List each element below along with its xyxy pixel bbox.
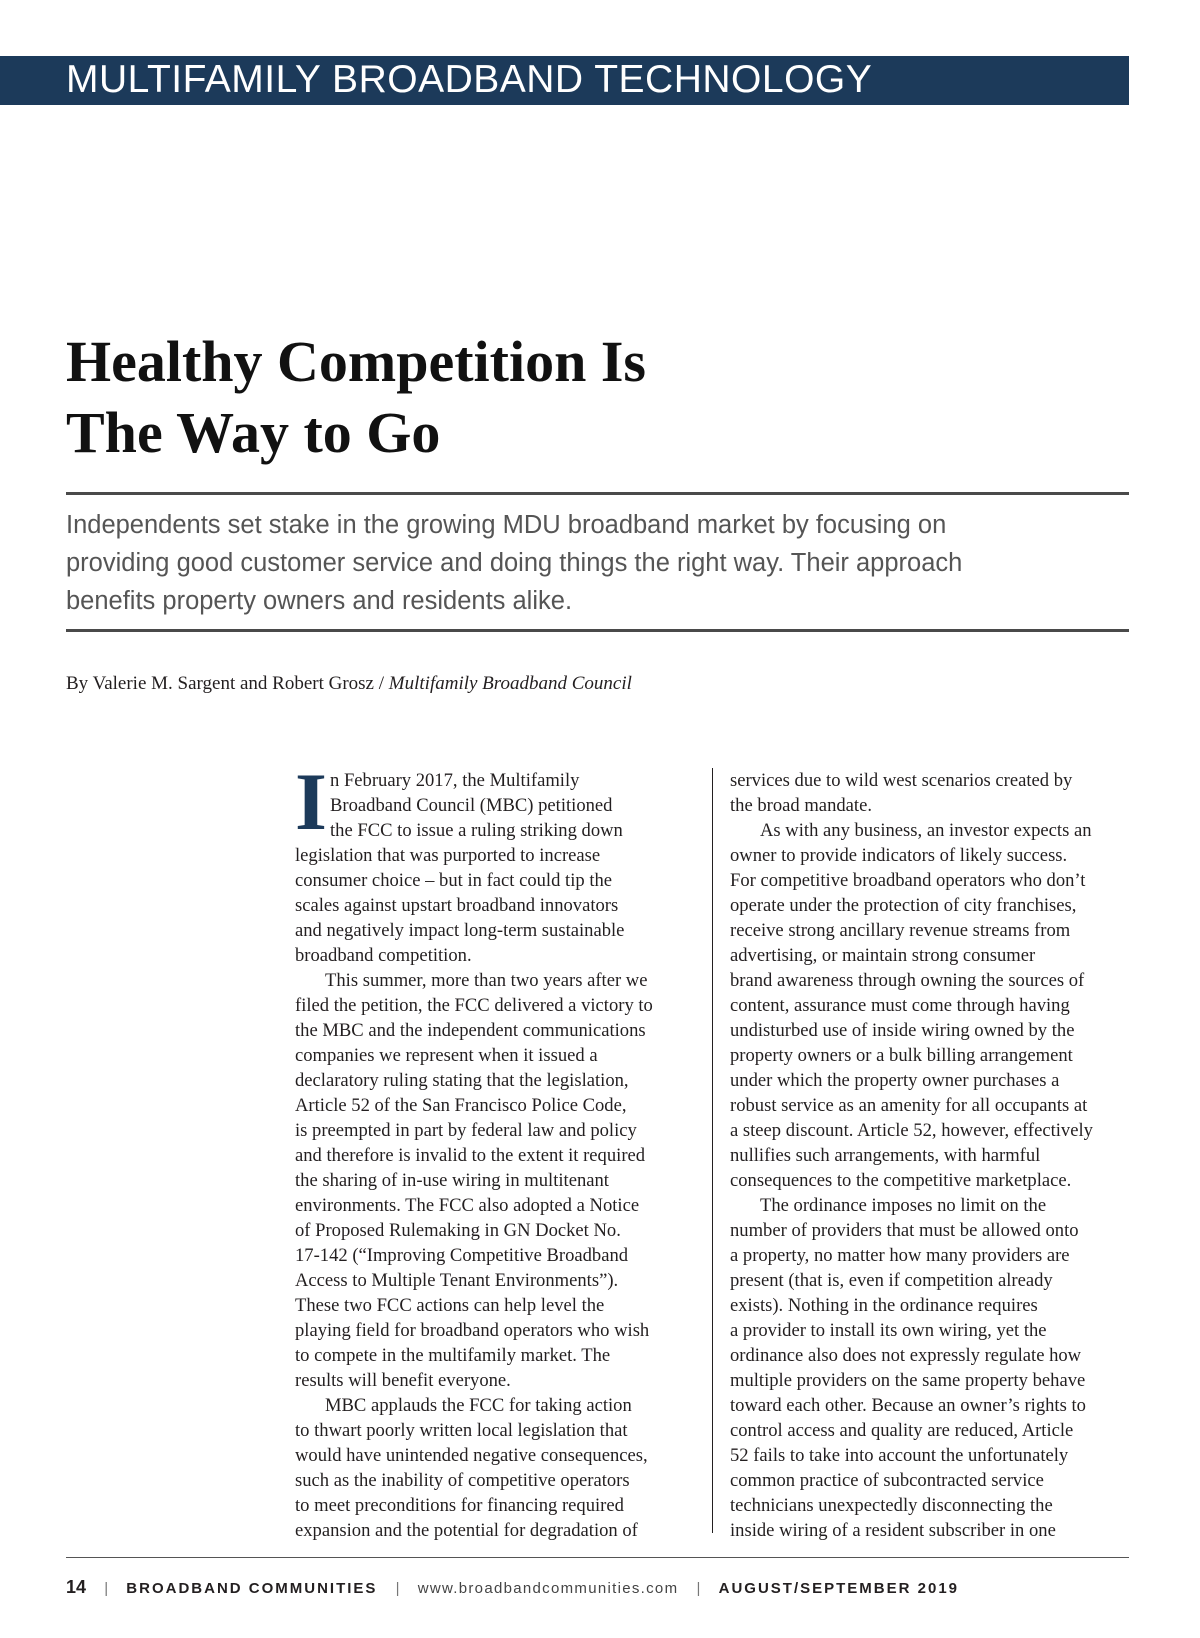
deck-bottom-rule	[66, 629, 1129, 632]
body-line: scales against upstart broadband innovators	[295, 895, 619, 916]
body-line: filed the petition, the FCC delivered a victory to	[295, 995, 653, 1016]
body-line: undisturbed use of inside wiring owned by the	[730, 1020, 1075, 1041]
byline-authors: By Valerie M. Sargent and Robert Grosz /	[66, 673, 389, 694]
page-footer	[66, 1575, 959, 1599]
body-line: This summer, more than two years after we	[325, 970, 648, 991]
body-line: present (that is, even if competition already	[730, 1270, 1053, 1291]
body-line: legislation that was purported to increase	[295, 845, 601, 866]
body-line: As with any business, an investor expects an	[760, 820, 1092, 841]
body-line: declaratory ruling stating that the legislation,	[295, 1070, 629, 1091]
deck-line: providing good customer service and doing things the right way. Their approach	[66, 549, 963, 577]
body-line: These two FCC actions can help level the	[295, 1295, 605, 1316]
body-line: exists). Nothing in the ordinance requires	[730, 1295, 1038, 1316]
footer-separator: |	[395, 1580, 400, 1597]
body-line: toward each other. Because an owner’s rights to	[730, 1395, 1086, 1416]
article-headline	[66, 326, 646, 468]
body-line: to thwart poorly written local legislation that	[295, 1420, 628, 1441]
body-line: to compete in the multifamily market. The	[295, 1345, 611, 1366]
body-line: nullifies such arrangements, with harmful	[730, 1145, 1041, 1166]
body-column-right	[730, 768, 1135, 1543]
body-line: a provider to install its own wiring, yet the	[730, 1320, 1047, 1341]
body-line: the MBC and the independent communications	[295, 1020, 646, 1041]
body-line: content, assurance must come through having	[730, 995, 1070, 1016]
headline-line-2: The Way to Go	[66, 400, 441, 465]
body-line: MBC applauds the FCC for taking action	[325, 1395, 632, 1416]
body-line: and negatively impact long-term sustainable	[295, 920, 625, 941]
body-line: consumer choice – but in fact could tip the	[295, 870, 613, 891]
footer-rule	[66, 1557, 1129, 1558]
column-divider	[712, 768, 713, 1533]
section-label: MULTIFAMILY BROADBAND TECHNOLOGY	[66, 58, 873, 101]
body-line: Article 52 of the San Francisco Police Code,	[295, 1095, 627, 1116]
byline	[66, 672, 632, 696]
body-line: Access to Multiple Tenant Environments”).	[295, 1270, 619, 1291]
body-line: brand awareness through owning the sources of	[730, 970, 1085, 991]
body-line: robust service as an amenity for all occupants at	[730, 1095, 1088, 1116]
body-line: Broadband Council (MBC) petitioned	[330, 795, 613, 816]
body-line: and therefore is invalid to the extent it required	[295, 1145, 646, 1166]
body-line: common practice of subcontracted service	[730, 1470, 1044, 1491]
deck-line: Independents set stake in the growing MDU broadband market by focusing on	[66, 511, 947, 539]
body-line: inside wiring of a resident subscriber in one	[730, 1520, 1056, 1541]
article-deck	[66, 506, 1129, 620]
body-line: environments. The FCC also adopted a Notice	[295, 1195, 640, 1216]
body-line: a steep discount. Article 52, however, effectively	[730, 1120, 1093, 1141]
body-line: For competitive broadband operators who don’t	[730, 870, 1086, 891]
magazine-name: BROADBAND COMMUNITIES	[126, 1580, 378, 1597]
body-line: receive strong ancillary revenue streams from	[730, 920, 1071, 941]
body-line: technicians unexpectedly disconnecting the	[730, 1495, 1053, 1516]
body-line: such as the inability of competitive operators	[295, 1470, 630, 1491]
body-line: n February 2017, the Multifamily	[330, 770, 580, 791]
body-line: is preempted in part by federal law and policy	[295, 1120, 637, 1141]
footer-separator: |	[104, 1580, 109, 1597]
body-line: services due to wild west scenarios created by	[730, 770, 1073, 791]
body-line: operate under the protection of city franchises,	[730, 895, 1077, 916]
body-line: control access and quality are reduced, Article	[730, 1420, 1074, 1441]
body-line: the sharing of in-use wiring in multitenant	[295, 1170, 609, 1191]
body-line: playing field for broadband operators who wish	[295, 1320, 650, 1341]
drop-cap: I	[295, 756, 327, 847]
headline-line-1: Healthy Competition Is	[66, 329, 646, 394]
body-line: owner to provide indicators of likely success.	[730, 845, 1068, 866]
body-line: the FCC to issue a ruling striking down	[330, 820, 623, 841]
body-column-left	[295, 756, 695, 1543]
body-line: consequences to the competitive marketplace.	[730, 1170, 1072, 1191]
body-line: expansion and the potential for degradation of	[295, 1520, 638, 1541]
body-line: property owners or a bulk billing arrangement	[730, 1045, 1073, 1066]
body-line: results will benefit everyone.	[295, 1370, 511, 1391]
deck-top-rule	[66, 492, 1129, 495]
body-line: would have unintended negative consequences,	[295, 1445, 648, 1466]
body-line: advertising, or maintain strong consumer	[730, 945, 1036, 966]
body-line: number of providers that must be allowed onto	[730, 1220, 1079, 1241]
body-line: multiple providers on the same property behave	[730, 1370, 1086, 1391]
body-line: broadband competition.	[295, 945, 472, 966]
page-number: 14	[66, 1577, 87, 1597]
footer-separator: |	[696, 1580, 701, 1597]
body-line: The ordinance imposes no limit on the	[760, 1195, 1047, 1216]
body-line: 52 fails to take into account the unfortunately	[730, 1445, 1069, 1466]
body-line: 17-142 (“Improving Competitive Broadband	[295, 1245, 629, 1266]
body-line: companies we represent when it issued a	[295, 1045, 598, 1066]
byline-organization: Multifamily Broadband Council	[388, 673, 632, 694]
body-line: ordinance also does not expressly regulate how	[730, 1345, 1082, 1366]
body-line: to meet preconditions for financing required	[295, 1495, 624, 1516]
body-line: under which the property owner purchases a	[730, 1070, 1060, 1091]
section-header-bar	[0, 56, 1129, 105]
body-line: the broad mandate.	[730, 795, 872, 816]
body-line: of Proposed Rulemaking in GN Docket No.	[295, 1220, 621, 1241]
deck-line: benefits property owners and residents alike.	[66, 587, 573, 615]
issue-date: AUGUST/SEPTEMBER 2019	[718, 1580, 960, 1597]
magazine-url[interactable]: www.broadbandcommunities.com	[417, 1580, 679, 1597]
body-line: a property, no matter how many providers are	[730, 1245, 1070, 1266]
